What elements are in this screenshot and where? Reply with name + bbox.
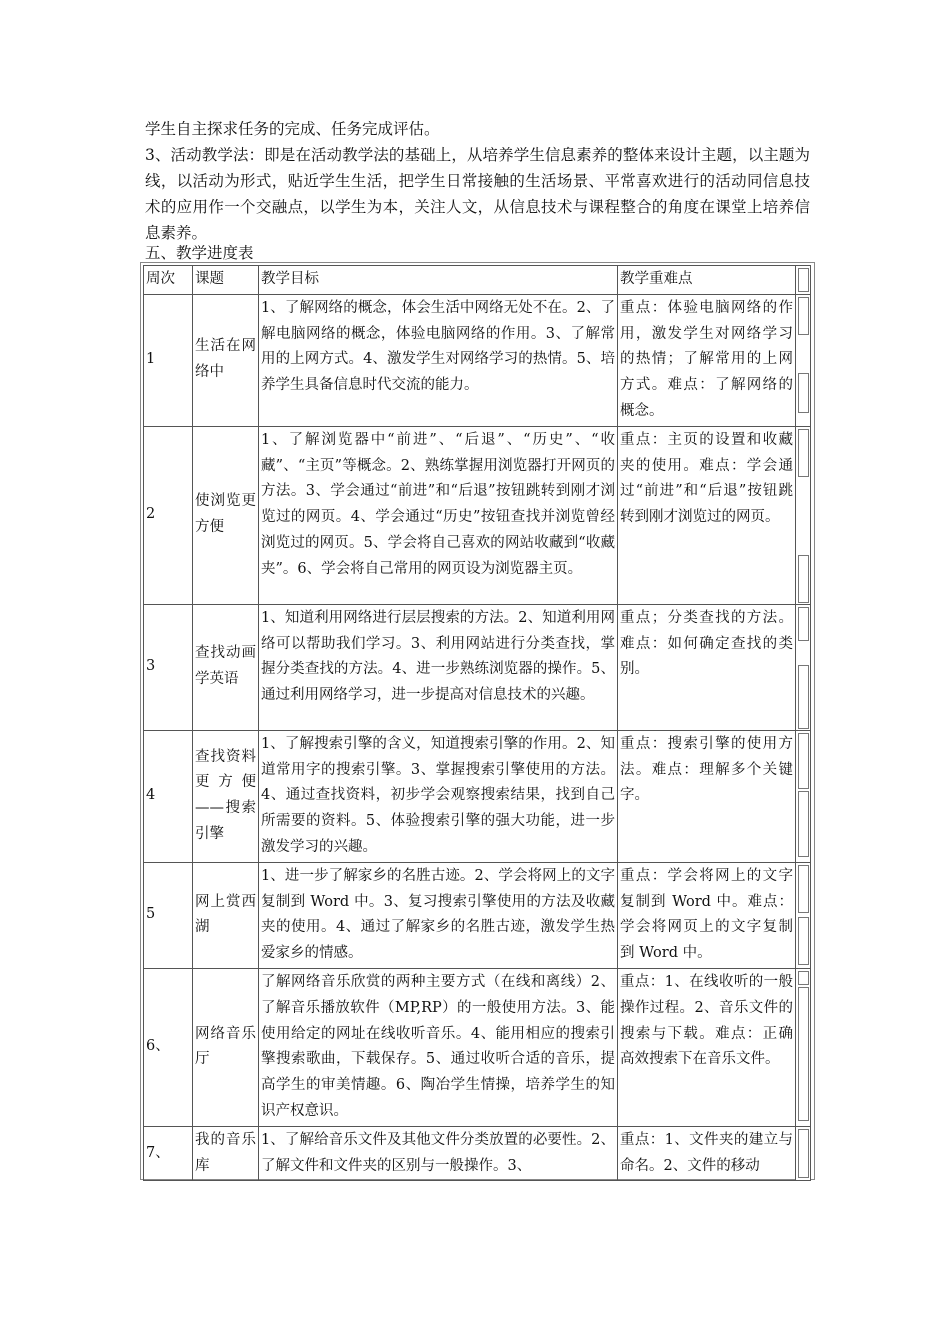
row-key-points: 重点：搜索引擎的使用方法。难点：理解多个关键字。 (618, 730, 796, 862)
side-segment (798, 373, 809, 413)
row-topic: 网上赏西湖 (193, 862, 259, 968)
side-segment (798, 297, 809, 335)
side-segment (798, 971, 809, 985)
header-week: 周次 (144, 266, 193, 295)
side-segment (798, 1129, 809, 1179)
side-segment (798, 268, 809, 292)
side-segment (798, 791, 809, 857)
table-row (144, 604, 811, 730)
header-goal: 教学目标 (259, 266, 618, 295)
row-topic: 使浏览更方便 (193, 426, 259, 604)
row-key-points: 重点：主页的设置和收藏夹的使用。难点：学会通过“前进”和“后退”按钮跳转到刚才浏览过的网页。 (618, 426, 796, 604)
row-goal: 1、进一步了解家乡的名胜古迹。2、学会将网上的文字复制到 Word 中。3、复习搜索引擎使用的方法及收藏夹的使用。4、通过了解家乡的名胜古迹，激发学生热爱家乡的情感。 (259, 862, 618, 968)
row-topic: 我的音乐库 (193, 1126, 259, 1181)
table-row (144, 862, 811, 968)
table-row (144, 294, 811, 426)
row-key-points: 重点：1、在线收听的一般操作过程。2、音乐文件的搜索与下载。难点：正确高效搜索下在音乐文件。 (618, 968, 796, 1126)
side-segment (798, 665, 809, 729)
row-topic: 网络音乐厅 (193, 968, 259, 1126)
row-week: 3 (144, 604, 193, 730)
table-row (144, 1126, 811, 1181)
side-cell (796, 968, 811, 1126)
row-topic: 查找动画学英语 (193, 604, 259, 730)
table-header-row (144, 266, 811, 295)
row-week: 6、 (144, 968, 193, 1126)
side-segment (798, 987, 809, 1121)
side-cell (796, 294, 811, 426)
table-row (144, 730, 811, 862)
row-goal: 1、了解搜索引擎的含义，知道搜索引擎的作用。2、知道常用字的搜索引擎。3、掌握搜索引擎使用的方法。4、通过查找资料，初步学会观察搜索结果，找到自己所需要的资料。5、体验搜索引擎的强大功能，进一步激发学习的兴趣。 (259, 730, 618, 862)
row-topic: 查找资料更方便——搜索引擎 (193, 730, 259, 862)
side-segment (798, 555, 809, 603)
table-row (144, 426, 811, 604)
side-segment (798, 733, 809, 789)
side-cell (796, 862, 811, 968)
row-goal: 1、知道利用网络进行层层搜索的方法。2、知道利用网络可以帮助我们学习。3、利用网站进行分类查找，掌握分类查找的方法。4、进一步熟练浏览器的操作。5、通过利用网络学习，进一步提高对信息技术的兴趣。 (259, 604, 618, 730)
side-segment (798, 917, 809, 965)
row-key-points: 重点：1、文件夹的建立与命名。2、文件的移动 (618, 1126, 796, 1181)
row-key-points: 重点：体验电脑网络的作用，激发学生对网络学习的热情；了解常用的上网方式。难点：了解网络的概念。 (618, 294, 796, 426)
row-goal: 1、了解网络的概念，体会生活中网络无处不在。2、了解电脑网络的概念，体验电脑网络的作用。3、了解常用的上网方式。4、激发学生对网络学习的热情。5、培养学生具备信息时代交流的能力。 (259, 294, 618, 426)
row-week: 1 (144, 294, 193, 426)
row-goal: 1、了解给音乐文件及其他文件分类放置的必要性。2、了解文件和文件夹的区别与一般操作。3、 (259, 1126, 618, 1181)
side-segment (798, 429, 809, 477)
row-week: 5 (144, 862, 193, 968)
paragraph-intro-end: 学生自主探求任务的完成、任务完成评估。 (145, 120, 440, 138)
row-goal: 了解网络音乐欣赏的两种主要方式（在线和离线）2、了解音乐播放软件（MP,RP）的一般使用方法。3、能使用给定的网址在线收听音乐。4、能用相应的搜索引擎搜索歌曲，下载保存。5、通过收听合适的音乐，提高学生的审美情趣。6、陶冶学生情操，培养学生的知识产权意识。 (259, 968, 618, 1126)
side-cell (796, 604, 811, 730)
side-cell (796, 730, 811, 862)
row-goal: 1、了解浏览器中“前进”、“后退”、“历史”、“收藏”、“主页”等概念。2、熟练掌握用浏览器打开网页的方法。3、学会通过“前进”和“后退”按钮跳转到刚才浏览过的网页。4、学会通过“历史”按钮查找并浏览曾经浏览过的网页。5、学会将自己喜欢的网站收藏到“收藏夹”。6、学会将自己常用的网页设为浏览器主页。 (259, 426, 618, 604)
side-cell (796, 266, 811, 295)
section-title: 五、教学进度表 (145, 244, 254, 262)
table-row (144, 968, 811, 1126)
side-segment (798, 865, 809, 913)
row-week: 7、 (144, 1126, 193, 1181)
header-topic: 课题 (193, 266, 259, 295)
row-week: 4 (144, 730, 193, 862)
header-key-points: 教学重难点 (618, 266, 796, 295)
row-topic: 生活在网络中 (193, 294, 259, 426)
side-cell (796, 1126, 811, 1181)
paragraph-activity-method: 3、活动教学法：即是在活动教学法的基础上，从培养学生信息素养的整体来设计主题，以主题为线，以活动为形式，贴近学生生活，把学生日常接触的生活场景、平常喜欢进行的活动同信息技术的应用作一个交融点，以学生为本，关注人文，从信息技术与课程整合的角度在课堂上培养信息素养。 (145, 146, 810, 242)
side-segment (798, 607, 809, 641)
row-week: 2 (144, 426, 193, 604)
row-key-points: 重点；分类查找的方法。难点：如何确定查找的类别。 (618, 604, 796, 730)
row-key-points: 重点：学会将网上的文字复制到 Word 中。难点：学会将网页上的文字复制到 Word 中。 (618, 862, 796, 968)
schedule-table (143, 265, 811, 1181)
side-cell (796, 426, 811, 604)
